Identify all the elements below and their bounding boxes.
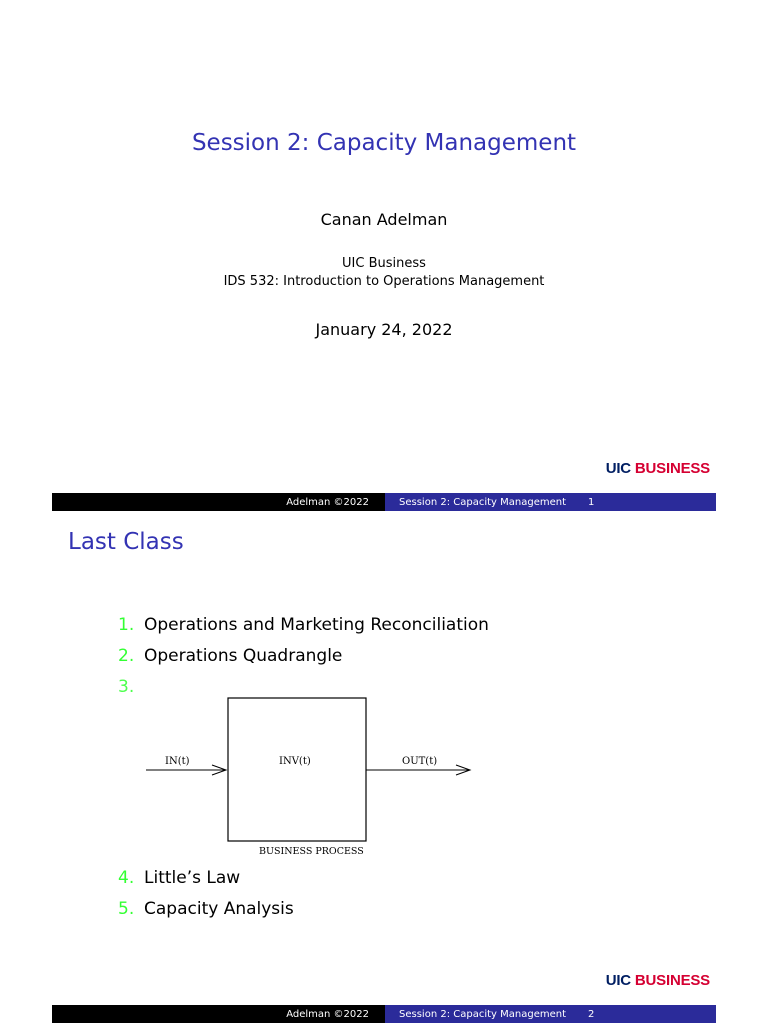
frame-title: Last Class: [68, 529, 184, 555]
in-label: IN(t): [165, 756, 190, 767]
footer-author-text: Adelman ©2022: [286, 496, 369, 508]
list-item: [118, 615, 489, 635]
business-process-diagram: [140, 692, 480, 862]
logo-business-text: BUSINESS: [634, 460, 710, 477]
institute-line-2: IDS 532: Introduction to Operations Management: [223, 274, 545, 289]
box-caption: BUSINESS PROCESS: [259, 846, 364, 857]
presentation-title: Session 2: Capacity Management: [191, 130, 577, 156]
slide-footer: [52, 1005, 716, 1023]
list-item-number: 4.: [118, 868, 135, 888]
logo-business-text: BUSINESS: [634, 972, 710, 989]
inv-label: INV(t): [279, 756, 311, 767]
list-item-number: 5.: [118, 899, 135, 919]
list-item-text: Operations Quadrangle: [144, 646, 343, 666]
list-item-text: Capacity Analysis: [144, 899, 294, 919]
author-name: Canan Adelman: [320, 210, 448, 229]
presentation-date: January 24, 2022: [315, 320, 453, 339]
footer-author-text: Adelman ©2022: [286, 1008, 369, 1020]
list-item-number: 3.: [118, 677, 135, 697]
list-item-text: Operations and Marketing Reconciliation: [144, 615, 489, 635]
footer-title-text: Session 2: Capacity Management: [399, 1008, 566, 1020]
process-box: [228, 698, 366, 841]
list-item: [118, 646, 342, 666]
footer-title: [385, 1005, 716, 1023]
list-item: [118, 868, 240, 888]
last-class-slide: [0, 512, 768, 1024]
footer-author: [52, 1005, 385, 1023]
list-item-text: Little’s Law: [144, 868, 241, 888]
list-item: [118, 899, 294, 919]
institute-line-1: UIC Business: [342, 256, 426, 271]
logo-uic-text: UIC: [605, 460, 631, 477]
footer-page-number: 2: [588, 1008, 595, 1020]
logo-uic-text: UIC: [605, 972, 631, 989]
footer-title: [385, 493, 716, 511]
list-item-number: 1.: [118, 615, 135, 635]
out-label: OUT(t): [402, 756, 438, 767]
list-item-number: 2.: [118, 646, 135, 666]
footer-author: [52, 493, 385, 511]
uic-business-logo: [606, 972, 710, 989]
uic-business-logo: [606, 460, 710, 477]
footer-title-text: Session 2: Capacity Management: [399, 496, 566, 508]
slide-footer: [52, 493, 716, 511]
footer-page-number: 1: [588, 496, 595, 508]
